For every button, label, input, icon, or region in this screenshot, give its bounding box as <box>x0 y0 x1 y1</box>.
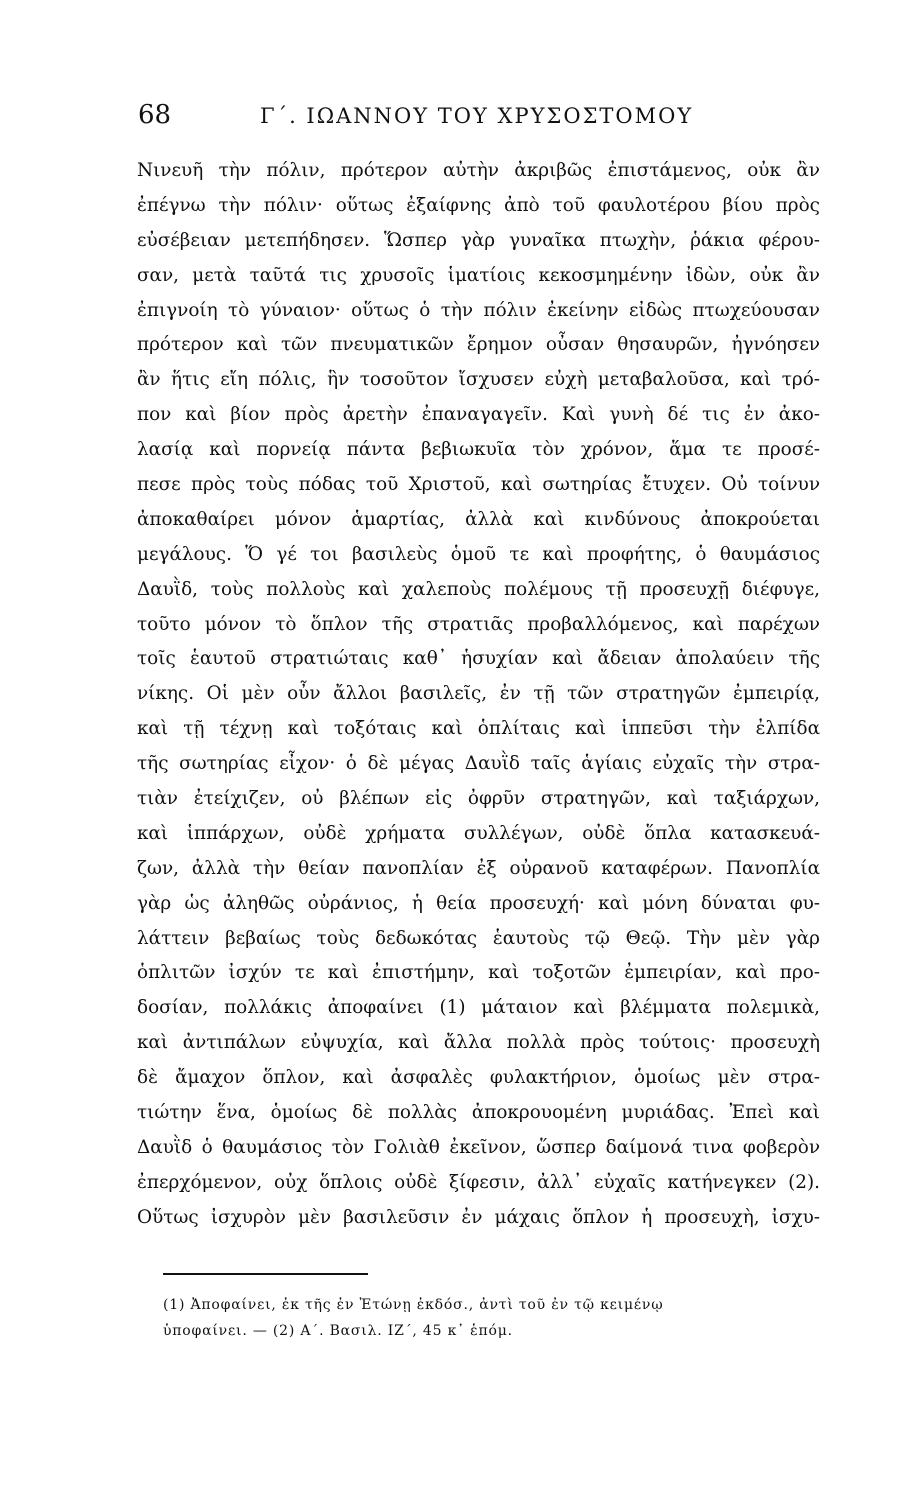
text-line: τιὰν ἐτείχιζεν, οὐ βλέπων εἰς ὀφρῦν στρατηγῶν, καὶ ταξιάρχων, <box>137 788 820 810</box>
text-line: μεγάλους. Ὅ γέ τοι βασιλεὺς ὁμοῦ τε καὶ προφήτης, ὁ θαυμάσιος <box>137 543 820 565</box>
text-line: ἐπιγνοίη τὸ γύναιον· οὕτως ὁ τὴν πόλιν ἐκείνην εἰδὼς πτωχεύουσαν <box>137 299 820 321</box>
text-line: γὰρ ὡς ἀληθῶς οὐράνιος, ἡ θεία προσευχή· καὶ μόνη δύναται φυ- <box>137 892 820 914</box>
text-line: λάττειν βεβαίως τοὺς δεδωκότας ἑαυτοὺς τῷ Θεῷ. Τὴν μὲν γὰρ <box>137 927 820 949</box>
text-line: ζων, ἀλλὰ τὴν θείαν πανοπλίαν ἐξ οὐρανοῦ καταφέρων. Πανοπλία <box>137 857 820 879</box>
page-number: 68 <box>138 100 172 130</box>
text-line: πεσε πρὸς τοὺς πόδας τοῦ Χριστοῦ, καὶ σωτηρίας ἔτυχεν. Οὐ τοίνυν <box>137 474 820 496</box>
text-line: ἐπερχόμενον, οὐχ ὅπλοις οὐδὲ ξίφεσιν, ἀλλ᾿ εὐχαῖς κατήνεγκεν (2). <box>137 1171 820 1193</box>
text-line: τιώτην ἕνα, ὁμοίως δὲ πολλὰς ἀποκρουομένη μυριάδας. Ἐπεὶ καὶ <box>137 1102 820 1124</box>
text-line: δοσίαν, πολλάκις ἀποφαίνει (1) μάταιον καὶ βλέμματα πολεμικὰ, <box>137 997 820 1019</box>
text-line: πρότερον καὶ τῶν πνευματικῶν ἔρημον οὖσαν θησαυρῶν, ἠγνόησεν <box>137 334 820 356</box>
text-line: καὶ ἱππάρχων, οὐδὲ χρήματα συλλέγων, οὐδὲ ὅπλα κατασκευά- <box>137 822 820 844</box>
text-line: ἐπέγνω τὴν πόλιν· οὕτως ἐξαίφνης ἀπὸ τοῦ φαυλοτέρου βίου πρὸς <box>137 194 820 216</box>
text-line: τοῖς ἑαυτοῦ στρατιώταις καθ᾿ ἡσυχίαν καὶ ἄδειαν ἀπολαύειν τῆς <box>137 648 820 670</box>
text-line: νίκης. Οἱ μὲν οὖν ἄλλοι βασιλεῖς, ἐν τῇ τῶν στρατηγῶν ἐμπειρίᾳ, <box>137 683 820 705</box>
text-line: ὁπλιτῶν ἰσχύν τε καὶ ἐπιστήμην, καὶ τοξοτῶν ἐμπειρίαν, καὶ προ- <box>137 962 820 984</box>
page-header <box>138 100 818 140</box>
text-line: εὐσέβειαν μετεπήδησεν. Ὥσπερ γὰρ γυναῖκα πτωχὴν, ῥάκια φέρου- <box>137 229 820 251</box>
footnote-line: (1) Ἀποφαίνει, ἐκ τῆς ἐν Ἐτώνῃ ἐκδόσ., ἀντὶ τοῦ ἐν τῷ κειμένῳ <box>163 1297 664 1313</box>
text-line: τῆς σωτηρίας εἶχον· ὁ δὲ μέγας Δαυῒδ ταῖς ἁγίαις εὐχαῖς τὴν στρα- <box>137 753 820 775</box>
text-line: Οὕτως ἰσχυρὸν μὲν βασιλεῦσιν ἐν μάχαις ὅπλον ἡ προσευχὴ, ἰσχυ- <box>137 1206 820 1228</box>
text-line: καὶ τῇ τέχνῃ καὶ τοξόταις καὶ ὁπλίταις καὶ ἱππεῦσι τὴν ἐλπίδα <box>137 718 820 740</box>
running-head: Γ΄. ΙΩΑΝΝΟΥ ΤΟΥ ΧΡΥΣΟΣΤΟΜΟΥ <box>260 104 694 128</box>
text-line: Δαυῒδ ὁ θαυμάσιος τὸν Γολιὰθ ἐκεῖνον, ὥσπερ δαίμονά τινα φοβερὸν <box>137 1136 820 1158</box>
text-line: πον καὶ βίον πρὸς ἀρετὴν ἐπαναγαγεῖν. Καὶ γυνὴ δέ τις ἐν ἀκο- <box>137 404 820 426</box>
footnotes <box>163 1292 823 1344</box>
text-line: σαν, μετὰ ταῦτά τις χρυσοῖς ἱματίοις κεκοσμημένην ἰδὼν, οὐκ ἂν <box>137 264 820 286</box>
main-text <box>137 154 820 1236</box>
text-line: Δαυῒδ, τοὺς πολλοὺς καὶ χαλεποὺς πολέμους τῇ προσευχῇ διέφυγε, <box>137 578 820 600</box>
text-line: ἂν ἥτις εἴη πόλις, ἣν τοσοῦτον ἴσχυσεν εὐχὴ μεταβαλοῦσα, καὶ τρό- <box>137 369 820 391</box>
text-line: Νινευῆ τὴν πόλιν, πρότερον αὐτὴν ἀκριβῶς ἐπιστάμενος, οὐκ ἂν <box>137 160 820 181</box>
text-line: δὲ ἄμαχον ὅπλον, καὶ ἀσφαλὲς φυλακτήριον, ὁμοίως μὲν στρα- <box>137 1067 820 1089</box>
text-line: ἀποκαθαίρει μόνον ἁμαρτίας, ἀλλὰ καὶ κινδύνους ἀποκρούεται <box>137 508 820 530</box>
footnote-line: ὑποφαίνει. — (2) Α΄. Βασιλ. ΙΖ΄, 45 κ᾿ ἑπόμ. <box>163 1323 513 1339</box>
footnote-divider <box>163 1273 368 1275</box>
text-line: λασίᾳ καὶ πορνείᾳ πάντα βεβιωκυῖα τὸν χρόνον, ἅμα τε προσέ- <box>137 439 820 461</box>
text-line: τοῦτο μόνον τὸ ὅπλον τῆς στρατιᾶς προβαλλόμενος, καὶ παρέχων <box>137 613 820 635</box>
text-line: καὶ ἀντιπάλων εὐψυχία, καὶ ἄλλα πολλὰ πρὸς τούτοις· προσευχὴ <box>137 1032 820 1054</box>
